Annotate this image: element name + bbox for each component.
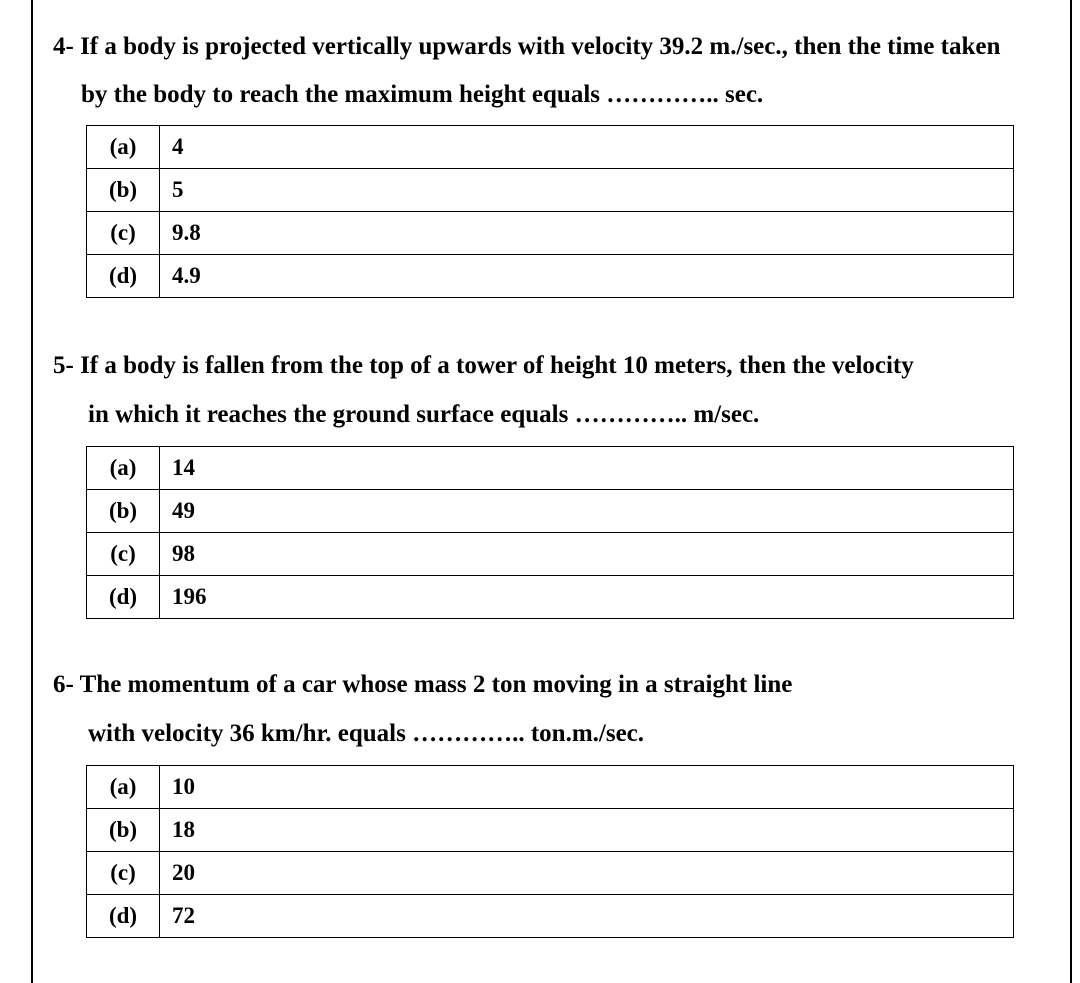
option-row-c[interactable]	[87, 533, 1014, 576]
option-label: (d)	[87, 576, 160, 619]
option-label: (a)	[87, 766, 160, 809]
option-value: 10	[160, 766, 1014, 809]
option-value: 20	[160, 852, 1014, 895]
option-row-d[interactable]	[87, 255, 1014, 298]
option-row-a[interactable]	[87, 447, 1014, 490]
option-value: 98	[160, 533, 1014, 576]
option-label: (b)	[87, 809, 160, 852]
question-text-line2: in which it reaches the ground surface equals ………….. m/sec.	[88, 401, 760, 428]
option-label: (a)	[87, 126, 160, 169]
option-value: 72	[160, 895, 1014, 938]
option-label: (c)	[87, 212, 160, 255]
question-text-line1: 4- If a body is projected vertically upwards with velocity 39.2 m./sec., then the time taken	[53, 33, 1001, 60]
option-value: 49	[160, 490, 1014, 533]
option-label: (c)	[87, 533, 160, 576]
option-label: (c)	[87, 852, 160, 895]
option-label: (b)	[87, 169, 160, 212]
option-row-d[interactable]	[87, 895, 1014, 938]
option-value: 5	[160, 169, 1014, 212]
page-border-right	[1070, 0, 1072, 983]
option-row-a[interactable]	[87, 126, 1014, 169]
options-table	[86, 765, 1014, 938]
option-row-a[interactable]	[87, 766, 1014, 809]
option-row-d[interactable]	[87, 576, 1014, 619]
question-text-line1: 6- The momentum of a car whose mass 2 ton moving in a straight line	[53, 671, 793, 698]
option-value: 18	[160, 809, 1014, 852]
option-label: (d)	[87, 895, 160, 938]
option-value: 14	[160, 447, 1014, 490]
options-table	[86, 446, 1014, 619]
option-row-b[interactable]	[87, 169, 1014, 212]
option-row-b[interactable]	[87, 809, 1014, 852]
option-value: 196	[160, 576, 1014, 619]
option-label: (d)	[87, 255, 160, 298]
option-row-c[interactable]	[87, 212, 1014, 255]
option-row-c[interactable]	[87, 852, 1014, 895]
option-label: (b)	[87, 490, 160, 533]
option-label: (a)	[87, 447, 160, 490]
option-value: 4.9	[160, 255, 1014, 298]
page-border-left	[31, 0, 33, 983]
options-table	[86, 125, 1014, 298]
option-value: 4	[160, 126, 1014, 169]
option-value: 9.8	[160, 212, 1014, 255]
question-text-line2: by the body to reach the maximum height equals ………….. sec.	[81, 81, 764, 108]
question-text-line1: 5- If a body is fallen from the top of a tower of height 10 meters, then the velocity	[53, 352, 914, 379]
option-row-b[interactable]	[87, 490, 1014, 533]
question-text-line2: with velocity 36 km/hr. equals ………….. ton.m./sec.	[88, 720, 645, 747]
